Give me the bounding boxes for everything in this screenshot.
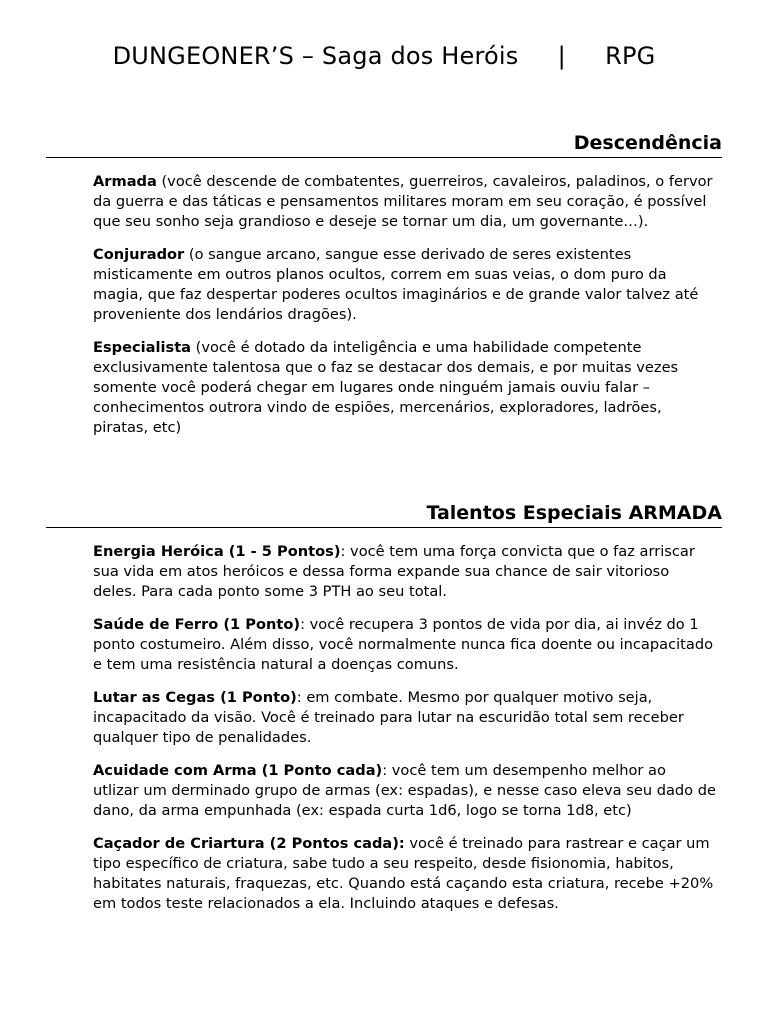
entry-text: : você tem uma força convicta que o faz arriscar sua vida em atos heróicos e dessa forma expande sua chance de sair vitorioso deles. Para cada ponto some 3 PTH ao seu total. (93, 543, 695, 600)
entry-term: Energia Heróica (1 - 5 Pontos) (93, 543, 341, 560)
entry-text: (você descende de combatentes, guerreiros, cavaleiros, paladinos, o fervor da guerra e das táticas e pensamentos militares moram em seu coração, é possível que seu sonho seja grandioso e deseje se tornar um dia, um governante…). (93, 173, 713, 230)
entry-term: Especialista (93, 339, 192, 356)
entry-text: : você recupera 3 pontos de vida por dia, ai invéz do 1 ponto costumeiro. Além disso, você normalmente nunca fica doente ou incapacitado e tem uma resistência natural a doenças comuns. (93, 616, 714, 673)
entry-term: Conjurador (93, 246, 185, 263)
entry-energia-heroica (93, 542, 716, 602)
entry-term: Armada (93, 173, 157, 190)
section-title-descendencia: Descendência (46, 131, 722, 158)
entry-lutar-as-cegas (93, 688, 716, 748)
entry-especialista (93, 338, 716, 438)
entry-acuidade-com-arma (93, 761, 716, 821)
entry-term: Caçador de Criartura (2 Pontos cada): (93, 835, 405, 852)
page-header: DUNGEONER’S – Saga dos Heróis | RPG (112, 42, 656, 70)
section-talentos-armada (46, 501, 722, 927)
section-descendencia (46, 131, 722, 451)
entry-term: Lutar as Cegas (1 Ponto) (93, 689, 297, 706)
entry-text: (o sangue arcano, sangue esse derivado de seres existentes misticamente em outros planos ocultos, correm em suas veias, o dom puro da magia, que faz despertar poderes ocultos imaginários e de grande valor talvez até proveniente dos lendários dragões). (93, 246, 699, 323)
entry-text: (você é dotado da inteligência e uma habilidade competente exclusivamente talentosa que o faz se destacar dos demais, e por muitas vezes somente você poderá chegar em lugares onde ninguém jamais ouviu falar – conhecimentos outrora vindo de espiões, mercenários, exploradores, ladrões, piratas, etc) (93, 339, 679, 436)
section-title-talentos: Talentos Especiais ARMADA (46, 501, 722, 528)
entry-list (46, 542, 722, 914)
entry-list (46, 172, 722, 438)
entry-armada (93, 172, 716, 232)
entry-text: : em combate. Mesmo por qualquer motivo seja, incapacitado da visão. Você é treinado para lutar na escuridão total sem receber qualquer tipo de penalidades. (93, 689, 684, 746)
entry-text: : você tem um desempenho melhor ao utlizar um derminado grupo de armas (ex: espadas), e nesse caso eleva seu dado de dano, da arma empunhada (ex: espada curta 1d6, logo se torna 1d8, etc) (93, 762, 716, 819)
entry-conjurador (93, 245, 716, 325)
entry-term: Acuidade com Arma (1 Ponto cada) (93, 762, 383, 779)
entry-term: Saúde de Ferro (1 Ponto) (93, 616, 301, 633)
entry-cacador-de-criatura (93, 834, 716, 914)
entry-saude-de-ferro (93, 615, 716, 675)
entry-text: você é treinado para rastrear e caçar um tipo específico de criatura, sabe tudo a seu respeito, desde fisionomia, habitos, habitates naturais, fraquezas, etc. Quando está caçando esta criatura, recebe +20% em todos teste relacionados a ela. Incluindo ataques e defesas. (93, 835, 714, 912)
